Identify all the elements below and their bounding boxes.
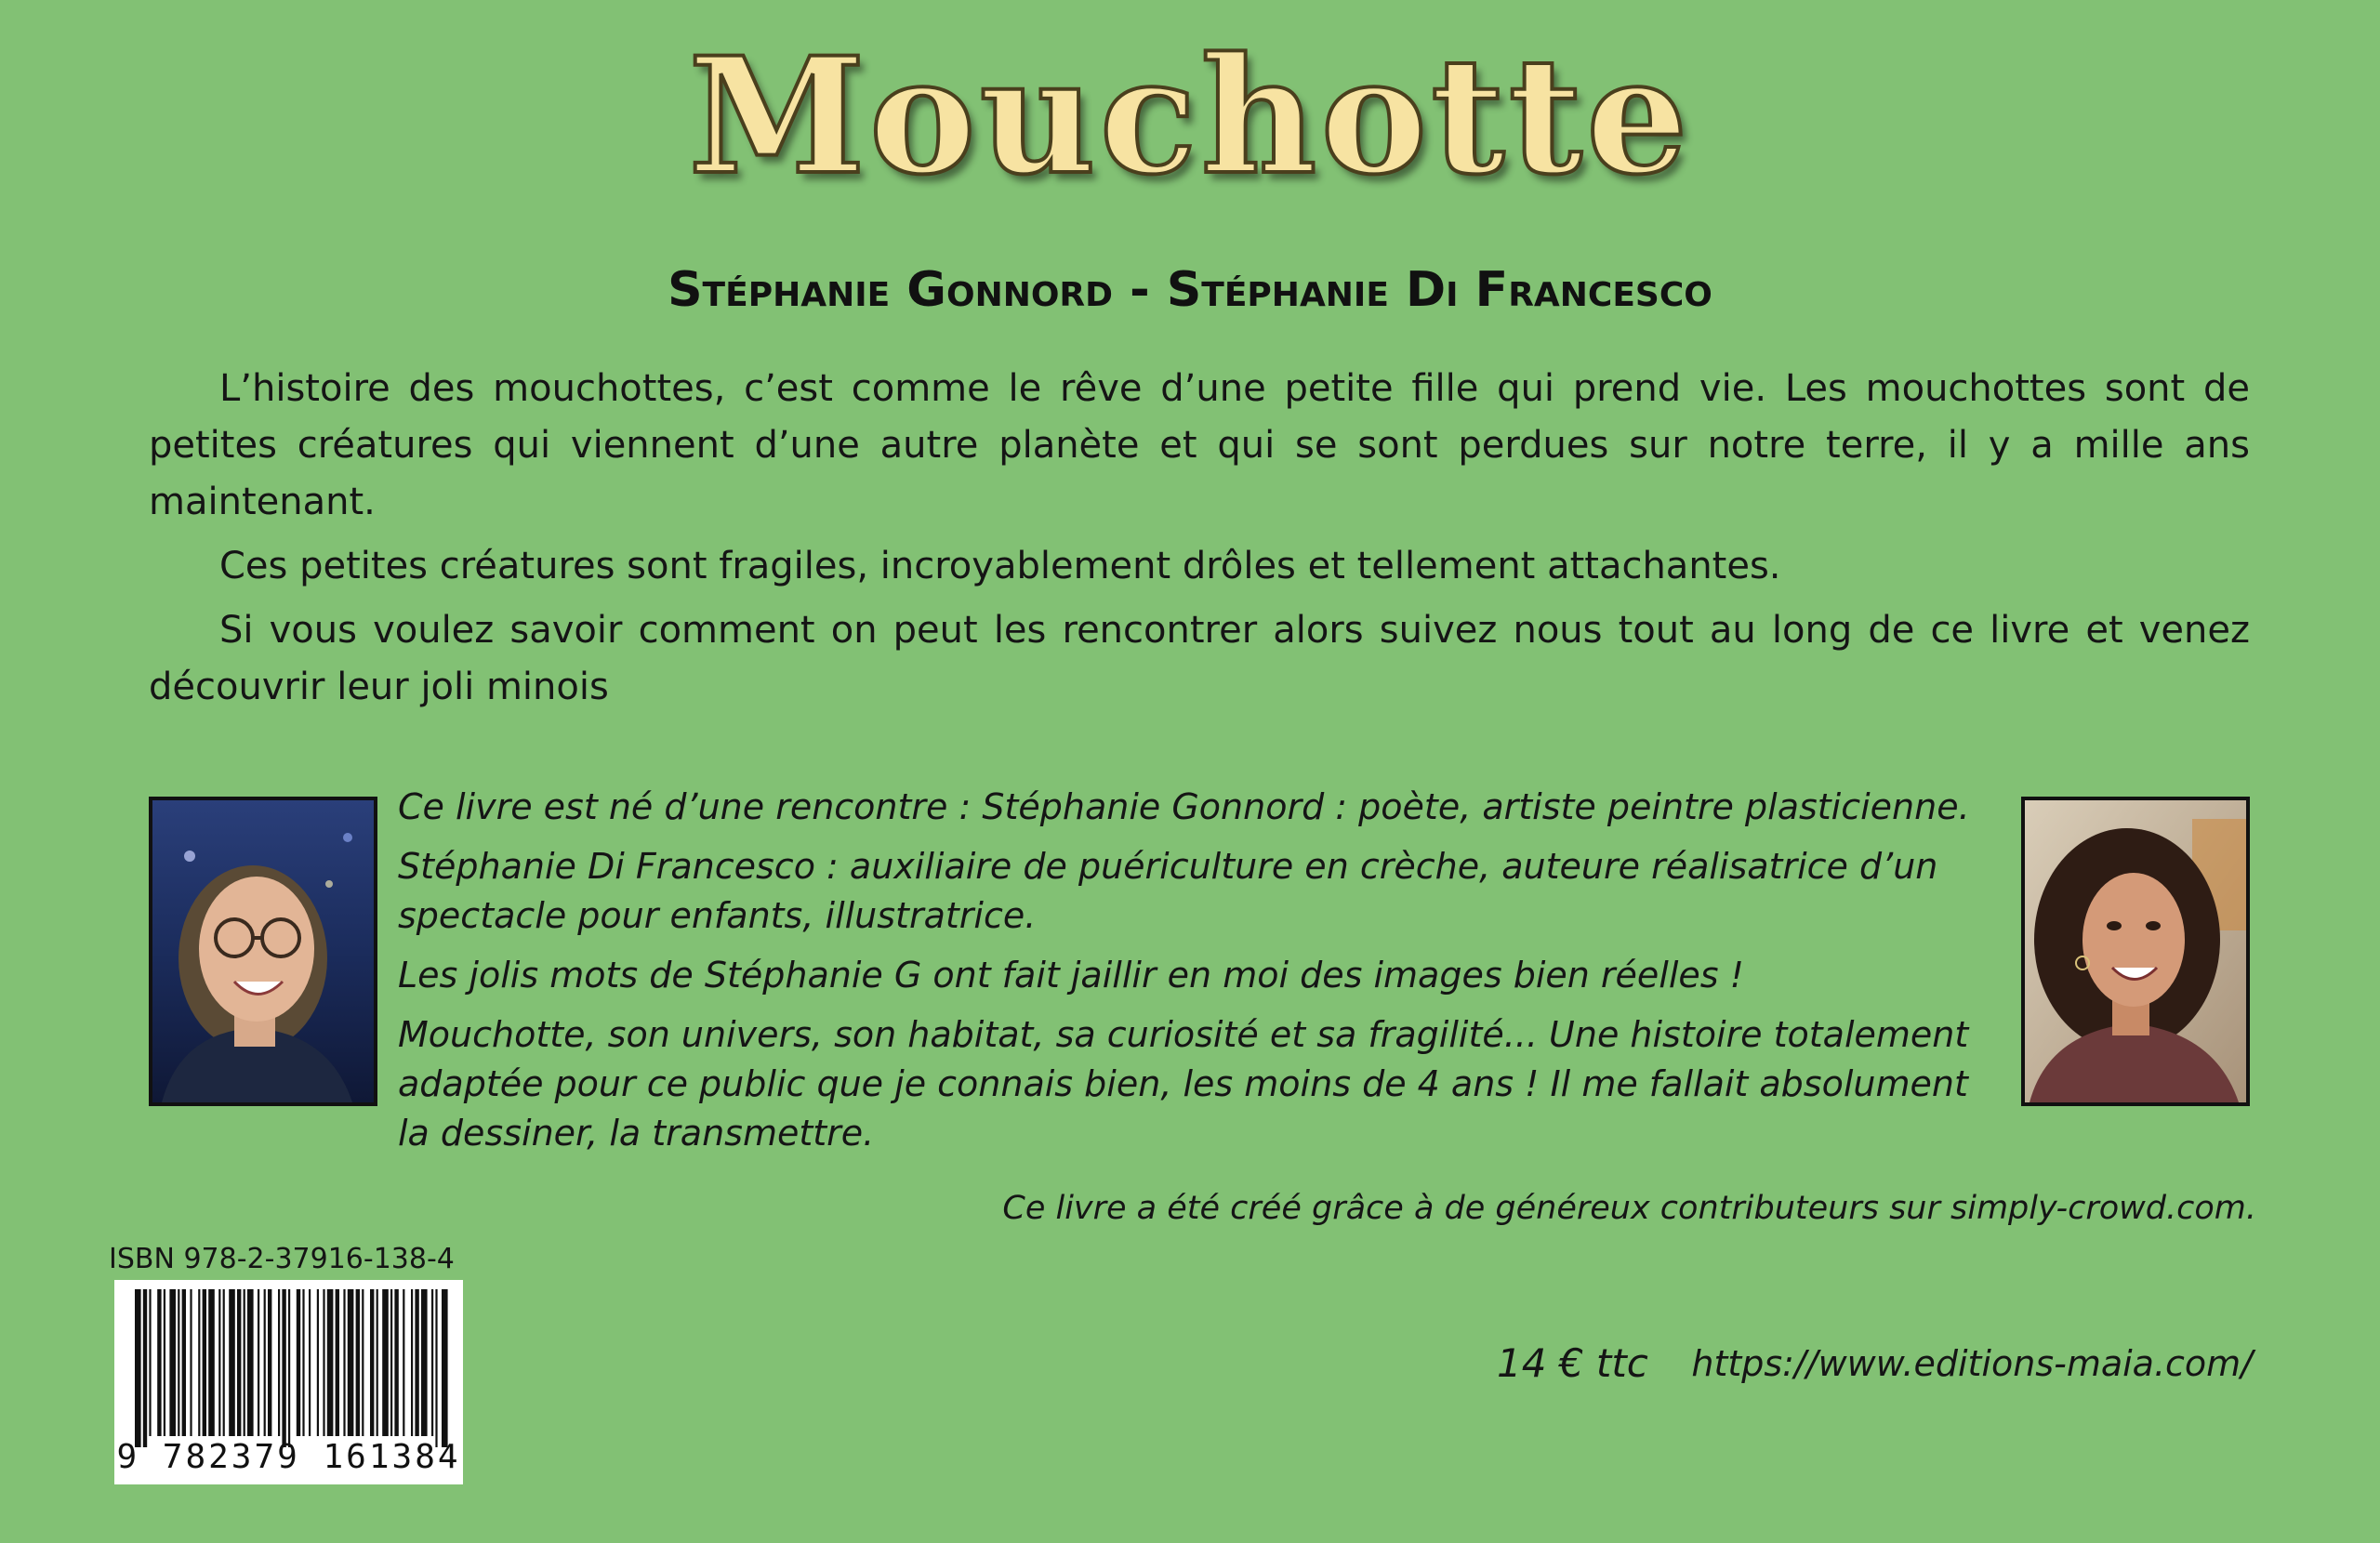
portrait-image [152, 800, 374, 1102]
blurb-paragraph: L’histoire des mouchottes, c’est comme le rêve d’une petite fille qui prend vie. Les mouchottes sont de petites créatures qui viennent d’une autre planète et qui se sont perdues sur notre terre, il y a mille ans maintenant. [149, 367, 2250, 523]
publisher-url[interactable]: https://www.editions-maia.com/ [1691, 1343, 2253, 1384]
crowdfunding-credit: Ce livre a été créé grâce à de généreux contributeurs sur simply-crowd.com. [1002, 1190, 2256, 1227]
book-blurb [149, 361, 2250, 723]
book-authors: Stéphanie Gonnord - Stéphanie Di Francesco [668, 262, 1712, 318]
blurb-paragraph: Si vous voulez savoir comment on peut les rencontrer alors suivez nous tout au long de ce livre et venez découvrir leur joli minois [149, 609, 2250, 708]
book-title: Mouchotte [688, 21, 1692, 210]
author-bio [398, 783, 2006, 1168]
bio-paragraph: Stéphanie Di Francesco : auxiliaire de puériculture en crèche, auteure réalisatrice d’un spectacle pour enfants, illustratrice. [398, 846, 1938, 936]
bio-paragraph: Ce livre est né d’une rencontre : Stéphanie Gonnord : poète, artiste peintre plasticienne. [398, 786, 1970, 827]
author-photo-di-francesco [2021, 797, 2250, 1106]
bio-paragraph: Mouchotte, son univers, son habitat, sa curiosité et sa fragilité... Une histoire totalement adaptée pour ce public que je connais bien, les moins de 4 ans ! Il me fallait absolument la dessiner, la transmettre. [398, 1014, 1969, 1154]
author-photo-gonnord [149, 797, 377, 1106]
isbn-barcode [114, 1280, 463, 1484]
bio-paragraph: Les jolis mots de Stéphanie G ont fait jaillir en moi des images bien réelles ! [398, 955, 1744, 996]
price: 14 € ttc [1497, 1340, 1648, 1386]
isbn-label: ISBN 978-2-37916-138-4 [109, 1243, 455, 1275]
barcode-digits: 9 782379 161384 [116, 1438, 461, 1476]
portrait-image [2025, 800, 2246, 1102]
blurb-paragraph: Ces petites créatures sont fragiles, incroyablement drôles et tellement attachantes. [219, 545, 1781, 587]
